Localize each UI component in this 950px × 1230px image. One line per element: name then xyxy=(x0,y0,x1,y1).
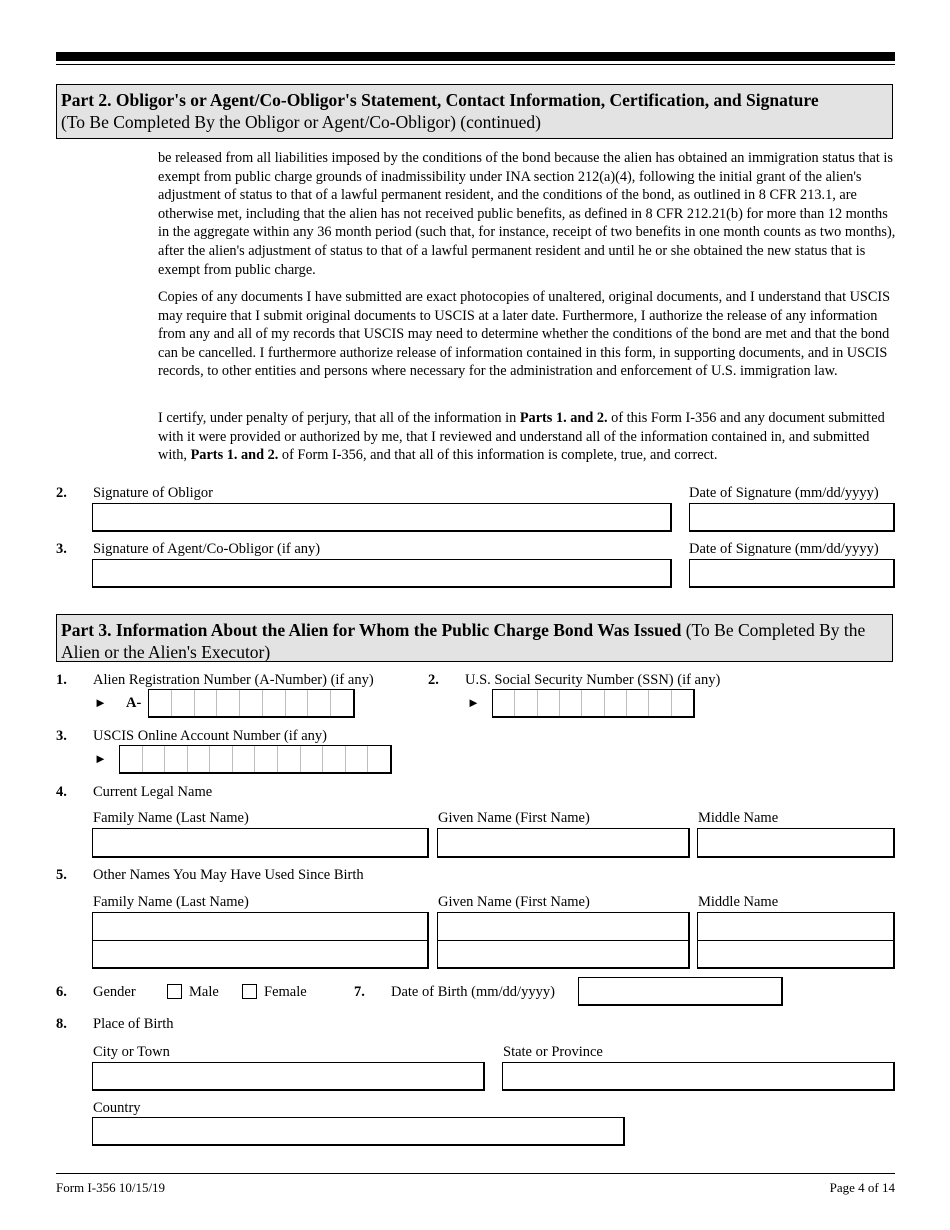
male-checkbox[interactable] xyxy=(167,984,182,999)
gender-label: Gender xyxy=(93,984,136,1000)
state-field[interactable] xyxy=(502,1062,895,1091)
obligor-date-label: Date of Signature (mm/dd/yyyy) xyxy=(689,485,879,501)
a-number-input[interactable] xyxy=(148,689,355,718)
top-rule-thick xyxy=(56,52,895,61)
part3-header xyxy=(56,614,893,662)
row-divider xyxy=(438,940,688,941)
a-number-prefix: A- xyxy=(126,695,142,711)
certification-paragraph xyxy=(158,409,898,465)
family-name-label: Family Name (Last Name) xyxy=(93,810,249,826)
part2-paragraph-1 xyxy=(158,149,898,279)
family-name-field[interactable] xyxy=(92,828,429,858)
cert-text-e: of Form I-356, and that all of this information is complete, true, and correct. xyxy=(278,447,718,464)
question-number: 5. xyxy=(56,867,67,883)
ssn-label: U.S. Social Security Number (SSN) (if any) xyxy=(465,672,721,688)
given-name-field[interactable] xyxy=(437,828,690,858)
city-field[interactable] xyxy=(92,1062,485,1091)
agent-signature-label: Signature of Agent/Co-Obligor (if any) xyxy=(93,541,321,557)
question-number: 7. xyxy=(354,984,365,1000)
obligor-date-field[interactable] xyxy=(689,503,895,532)
female-checkbox[interactable] xyxy=(242,984,257,999)
page-number: Page 4 of 14 xyxy=(829,1180,895,1195)
middle-name-field[interactable] xyxy=(697,828,895,858)
country-field[interactable] xyxy=(92,1117,625,1146)
top-rule-thin xyxy=(56,64,895,65)
current-legal-name-label: Current Legal Name xyxy=(93,784,213,800)
obligor-signature-label: Signature of Obligor xyxy=(93,485,214,501)
question-number: 4. xyxy=(56,784,67,800)
form-id: Form I-356 10/15/19 xyxy=(56,1180,166,1195)
other-names-label: Other Names You May Have Used Since Birth xyxy=(93,867,364,883)
agent-date-field[interactable] xyxy=(689,559,895,588)
cert-text-a: I certify, under penalty of perjury, that all of the information in xyxy=(158,410,520,426)
part2-title: Part 2. Obligor's or Agent/Co-Obligor's Statement, Contact Information, Certification, and Signature xyxy=(61,90,819,110)
part2-paragraph-2-text: Copies of any documents I have submitted are exact photocopies of unaltered, original documents, and I understand that USCIS may require that I submit original documents to USCIS at a later date. Furthermore, I authorize the release of any information from any and all of my records that USCIS may need to determine whether the conditions of the bond are met and that the bond can be cancelled. I furthermore authorize release of information contained in this form, in supporting documents, and in USCIS records, to other entities and persons where necessary for the administration and enforcement of U.S. immigration law. xyxy=(158,289,891,380)
part3-title: Part 3. Information About the Alien for Whom the Public Charge Bond Was Issued xyxy=(61,620,682,640)
middle-name-label: Middle Name xyxy=(698,894,779,910)
arrow-icon: ► xyxy=(467,695,480,710)
ssn-input[interactable] xyxy=(492,689,695,718)
question-number: 6. xyxy=(56,984,67,1000)
other-given-name-field[interactable] xyxy=(437,912,690,969)
male-label: Male xyxy=(189,984,219,1000)
question-number: 2. xyxy=(56,485,67,501)
dob-label: Date of Birth (mm/dd/yyyy) xyxy=(391,984,555,1000)
row-divider xyxy=(698,940,893,941)
part2-subtitle: (To Be Completed By the Obligor or Agent/Co-Obligor) (continued) xyxy=(61,112,541,132)
city-label: City or Town xyxy=(93,1044,170,1060)
question-number: 3. xyxy=(56,728,67,744)
question-number: 2. xyxy=(428,672,439,688)
uscis-account-label: USCIS Online Account Number (if any) xyxy=(93,728,327,744)
part3-subtitle: (To Be Completed By the Alien or the Alien's Executor) xyxy=(61,620,866,662)
arrow-icon: ► xyxy=(94,751,107,766)
part2-paragraph-1-text: be released from all liabilities imposed by the conditions of the bond because the alien has obtained an immigration status that is exempt from public charge grounds of inadmissibility under INA section 212(a)(4), following the initial grant of the alien's adjustment of status to that of a lawful permanent resident, and the conditions of the bond, as outlined in 8 CFR 213.1, are otherwise met, including that the alien has not received public benefits, as defined in 8 CFR 212.21(b) for more than 12 months in the aggregate within any 36 month period (such that, for instance, receipt of two benefits in one month counts as two months), after the alien's adjustment of status to that of a lawful permanent resident and until he or she obtained the new status that is exempt from public charge. xyxy=(158,150,896,278)
cert-text-c: of this Form I-356 and any document submitted with it were provided or authorized by me, that I reviewed and understand all of the information contained in, and submitted with, xyxy=(158,410,885,464)
agent-signature-field[interactable] xyxy=(92,559,672,588)
a-number-label: Alien Registration Number (A-Number) (if any) xyxy=(93,672,374,688)
middle-name-label: Middle Name xyxy=(698,810,779,826)
question-number: 3. xyxy=(56,541,67,557)
family-name-label: Family Name (Last Name) xyxy=(93,894,249,910)
question-number: 8. xyxy=(56,1016,67,1032)
part2-paragraph-2 xyxy=(158,288,898,381)
row-divider xyxy=(93,940,427,941)
arrow-icon: ► xyxy=(94,695,107,710)
part2-header xyxy=(56,84,893,139)
other-family-name-field[interactable] xyxy=(92,912,429,969)
uscis-account-input[interactable] xyxy=(119,745,392,774)
country-label: Country xyxy=(93,1100,141,1116)
dob-field[interactable] xyxy=(578,977,783,1006)
cert-text-d: Parts 1. and 2. xyxy=(190,447,279,464)
female-label: Female xyxy=(264,984,307,1000)
obligor-signature-field[interactable] xyxy=(92,503,672,532)
question-number: 1. xyxy=(56,672,67,688)
place-of-birth-label: Place of Birth xyxy=(93,1016,174,1032)
given-name-label: Given Name (First Name) xyxy=(438,810,590,826)
state-label: State or Province xyxy=(503,1044,603,1060)
footer-rule xyxy=(56,1173,895,1174)
given-name-label: Given Name (First Name) xyxy=(438,894,590,910)
agent-date-label: Date of Signature (mm/dd/yyyy) xyxy=(689,541,879,557)
other-middle-name-field[interactable] xyxy=(697,912,895,969)
cert-text-b: Parts 1. and 2. xyxy=(519,410,608,426)
